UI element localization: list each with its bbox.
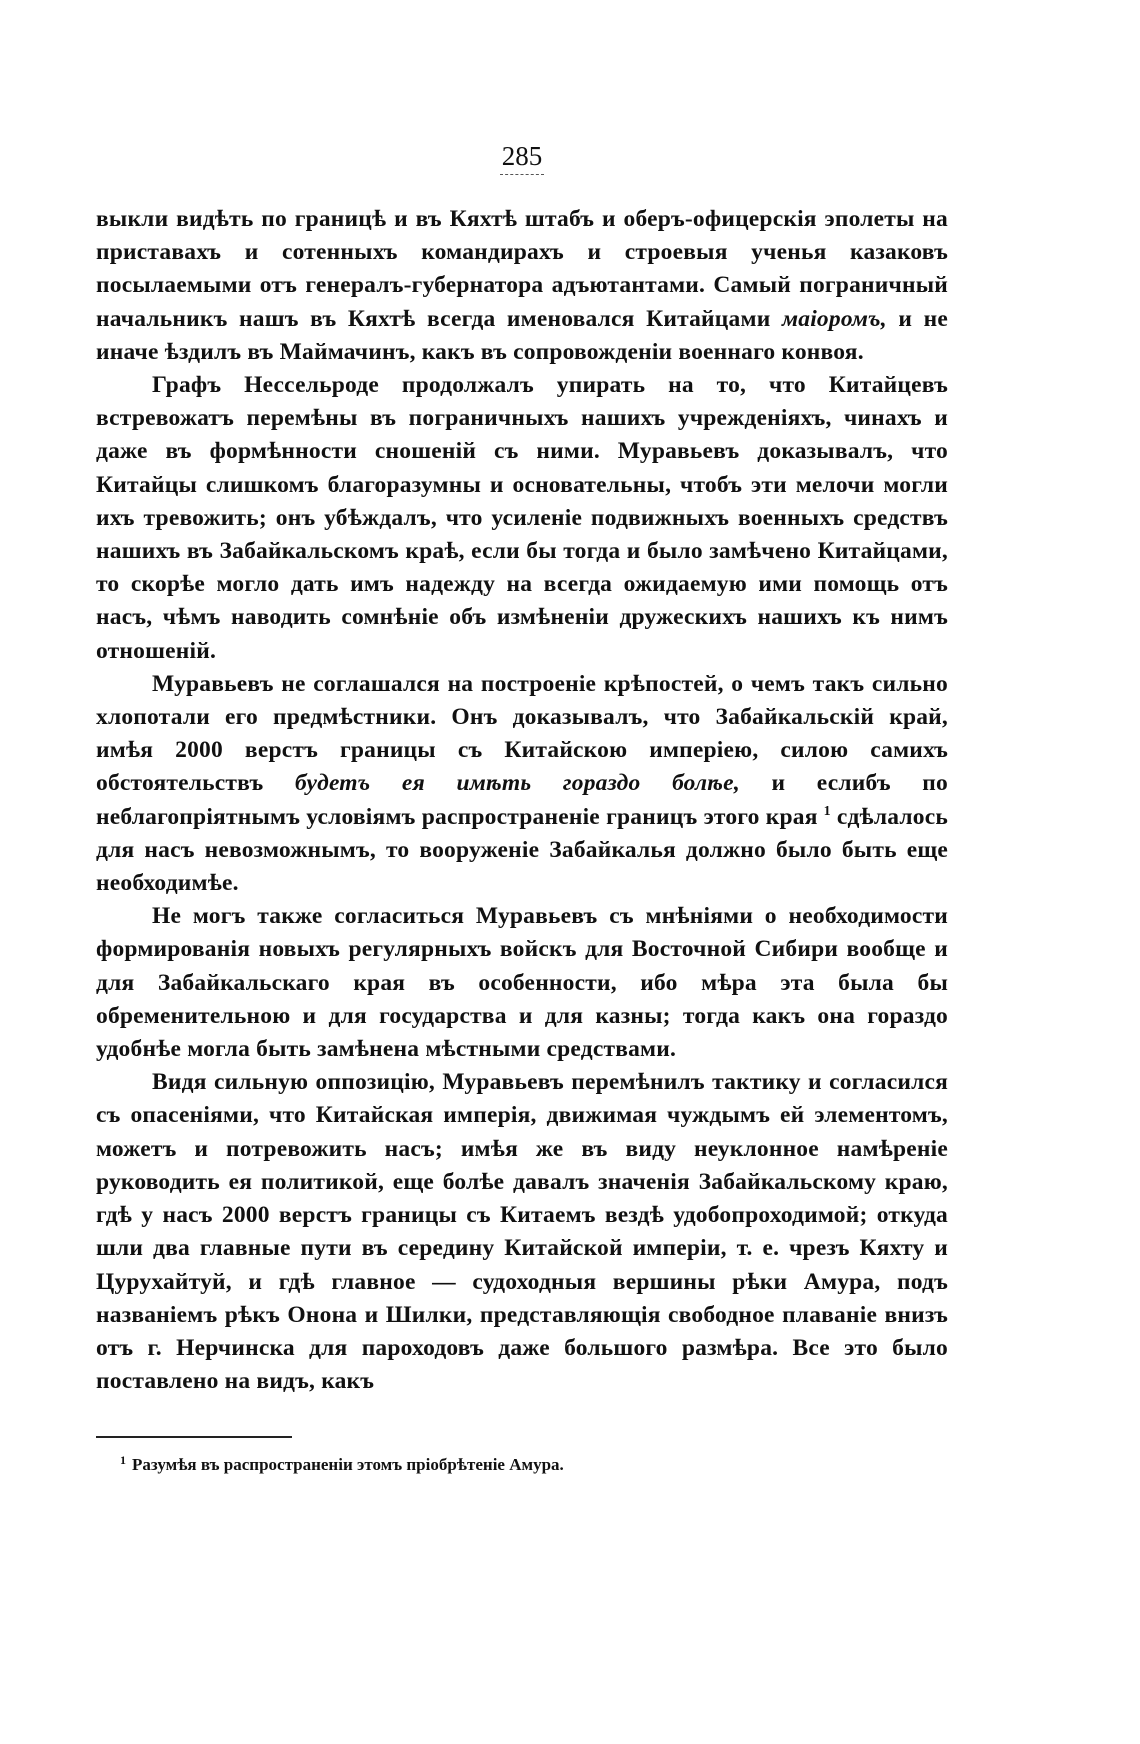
page-number-text: 285	[500, 140, 545, 175]
paragraph-text: и еслибъ по неблагопріятнымъ условіямъ распространеніе границъ этого края	[96, 770, 949, 830]
page-number	[96, 140, 948, 175]
paragraph-text: Графъ Нессельроде продолжалъ упирать на то, что Китайцевъ встревожатъ перемѣны въ пограничныхъ нашихъ учрежденіяхъ, чинахъ и даже въ формѣнности сношеній съ ними. Муравьевъ доказывалъ, что Китайцы слишкомъ благоразумны и основательны, чтобъ эти мелочи могли ихъ тревожить; онъ убѣждалъ, что усиленіе подвижныхъ военныхъ средствъ нашихъ въ Забайкальскомъ краѣ, если бы тогда и было замѣчено Китайцами, то скорѣе могло дать имъ надежду на всегда ожидаемую ими помощь отъ насъ, чѣмъ наводить сомнѣніе объ измѣненіи дружескихъ нашихъ къ нимъ отношеній.	[96, 372, 948, 664]
paragraph-3	[96, 668, 948, 900]
paragraph-1	[96, 203, 948, 369]
paragraph-4	[96, 900, 948, 1066]
paragraph-2	[96, 369, 948, 668]
paragraph-text: и не иначе ѣздилъ въ Маймачинъ, какъ въ сопровожденіи военнаго конвоя.	[96, 305, 948, 365]
paragraph-text: сдѣлалось для насъ невозможнымъ, то вооруженіе Забайкалья должно было быть еще необходимѣе.	[96, 803, 948, 897]
italic-text: маіоромъ,	[781, 305, 887, 332]
paragraph-5	[96, 1066, 948, 1398]
footnote-marker: 1	[120, 1452, 126, 1467]
footnote-text: Разумѣя въ распространеніи этомъ пріобрѣтеніе Амура.	[132, 1455, 564, 1475]
paragraph-text: Не могъ также согласиться Муравьевъ съ мнѣніями о необходимости формированія новыхъ регулярныхъ войскъ для Восточной Сибири вообще и для Забайкальскаго края въ особенности, ибо мѣра эта была бы обременительною и для государства и для казны; тогда какъ она гораздо удобнѣе могла быть замѣнена мѣстными средствами.	[96, 903, 948, 1063]
paragraph-text: Муравьевъ не соглашался на построеніе крѣпостей, о чемъ такъ сильно хлопотали его предмѣстники. Онъ доказывалъ, что Забайкальскій край, имѣя 2000 верстъ границы съ Китайскою имперіею, силою самихъ обстоятельствъ	[96, 670, 948, 797]
footnote	[120, 1454, 948, 1476]
footnote-divider	[96, 1436, 292, 1438]
book-page	[96, 140, 948, 1700]
footnote-reference: 1	[823, 803, 831, 819]
italic-text: будетъ ея имѣть гораздо болѣе,	[294, 770, 740, 797]
paragraph-text: выкли видѣть по границѣ и въ Кяхтѣ штабъ и оберъ-офицерскія эполеты на приставахъ и сотенныхъ командирахъ и строевыя ученья казаковъ посылаемыми отъ генералъ-губернатора адъютантами. Самый пограничный начальникъ нашъ въ Кяхтѣ всегда именовался Китайцами	[96, 206, 948, 332]
paragraph-text: Видя сильную оппозицію, Муравьевъ перемѣнилъ тактику и согласился съ опасеніями, что Китайская имперія, движимая чуждымъ ей элементомъ, можетъ и потревожить насъ; имѣя же въ виду неуклонное намѣреніе руководить ея политикой, еще болѣе давалъ значенія Забайкальскому краю, гдѣ у насъ 2000 верстъ границы съ Китаемъ вездѣ удобопроходимой; откуда шли два главные пути въ середину Китайской имперіи, т. е. чрезъ Кяхту и Цурухайтуй, и гдѣ главное — судоходныя вершины рѣки Амура, подъ названіемъ рѣкъ Онона и Шилки, представляющія свободное плаваніе внизъ отъ г. Нерчинска для пароходовъ даже большого размѣра. Все это было поставлено на видъ, какъ	[96, 1069, 948, 1395]
